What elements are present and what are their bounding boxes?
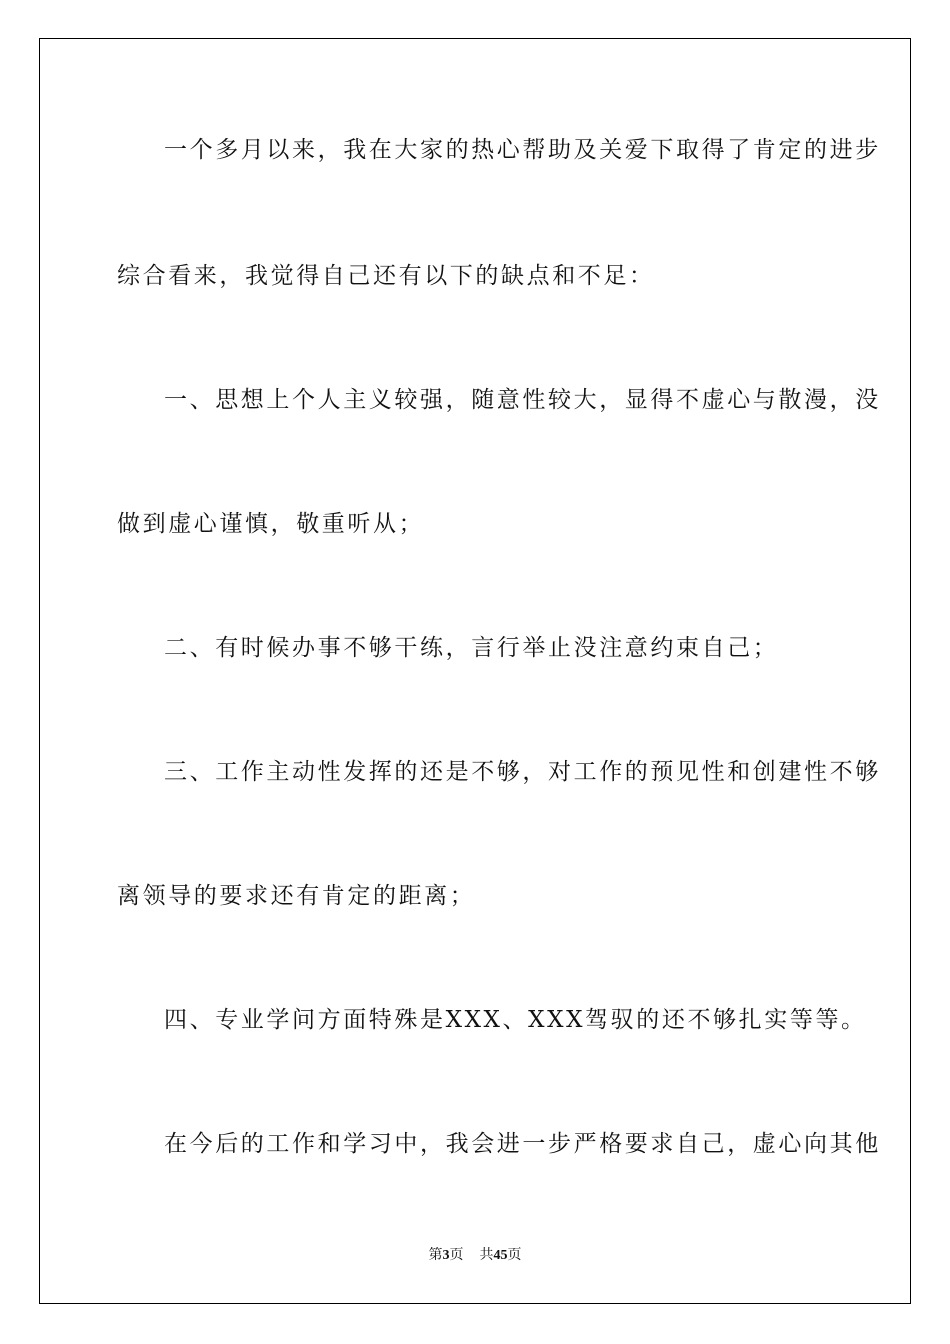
page-prefix: 第 [428, 1248, 443, 1263]
paragraph-line: 二、有时候办事不够干练，言行举止没注意约束自己； [164, 635, 779, 661]
paragraph-line: 一、思想上个人主义较强，随意性较大，显得不虚心与散漫，没 [164, 387, 881, 413]
paragraph-line: 综合看来，我觉得自己还有以下的缺点和不足： [117, 263, 655, 289]
page-number: 3 [442, 1248, 450, 1263]
paragraph-line: 在今后的工作和学习中，我会进一步严格要求自己，虚心向其他 [164, 1131, 881, 1157]
page-footer [0, 1247, 950, 1265]
paragraph-line: 做到虚心谨慎，敬重听从； [117, 511, 425, 537]
paragraph-line: 三、工作主动性发挥的还是不够，对工作的预见性和创建性不够 [164, 759, 881, 785]
total-prefix: 共 [479, 1248, 494, 1263]
page-suffix: 页 [449, 1248, 464, 1263]
page-border [39, 38, 911, 1304]
total-suffix: 页 [507, 1248, 522, 1263]
total-pages: 45 [493, 1248, 508, 1263]
paragraph-line: 一个多月以来，我在大家的热心帮助及关爱下取得了肯定的进步 [164, 137, 881, 163]
paragraph-line: 四、专业学问方面特殊是XXX、XXX驾驭的还不够扎实等等。 [164, 1007, 867, 1033]
paragraph-line: 离领导的要求还有肯定的距离； [117, 883, 476, 909]
